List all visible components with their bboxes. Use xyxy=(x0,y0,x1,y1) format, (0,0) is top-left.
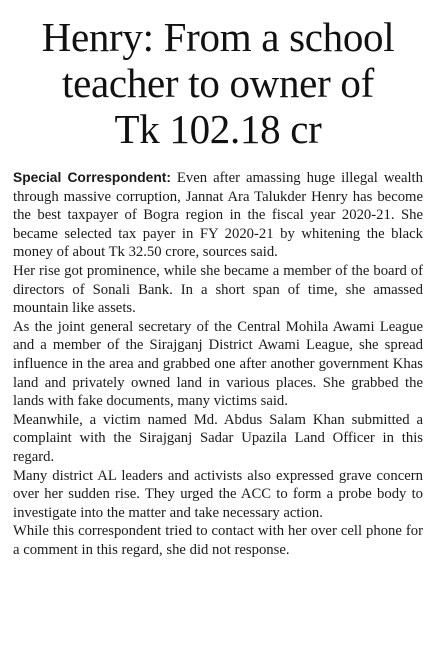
paragraph-4: Meanwhile, a victim named Md. Abdus Salam Khan submitted a complaint with the Sirajganj Sadar Upazila Land Officer in this regard. xyxy=(13,411,423,465)
paragraph-1 xyxy=(13,169,423,262)
article-body xyxy=(13,169,423,559)
headline-line-2: teacher to owner of xyxy=(62,60,374,106)
dateline: Special Correspondent: xyxy=(13,170,171,185)
paragraph-6: While this correspondent tried to contact with her over cell phone for a comment in this regard, she did not response. xyxy=(13,523,423,558)
headline xyxy=(13,14,423,152)
paragraph-1-text: Even after amassing huge illegal wealth through massive corruption, Jannat Ara Talukder Henry has become the best taxpayer of Bogra region in the fiscal year 2020-21. She became selected tax payer in FY 2020-21 by whitening the black money of about Tk 32.50 crore, sources said. xyxy=(13,170,423,261)
headline-line-1: Henry: From a school xyxy=(41,14,395,60)
paragraph-5: Many district AL leaders and activists also expressed grave concern over her sudden rise. They urged the ACC to form a probe body to investigate into the matter and take necessary action. xyxy=(13,467,423,521)
paragraph-2: Her rise got prominence, while she became a member of the board of directors of Sonali Bank. In a short span of time, she amassed mountain like assets. xyxy=(13,262,423,317)
headline-line-3: Tk 102.18 cr xyxy=(114,106,322,152)
paragraph-3: As the joint general secretary of the Central Mohila Awami League and a member of the Sirajganj District Awami League, she spread influence in the area and grabbed one after another government Khas land and privately owned land in various places. She grabbed the lands with fake documents, many victims said. xyxy=(13,318,423,410)
